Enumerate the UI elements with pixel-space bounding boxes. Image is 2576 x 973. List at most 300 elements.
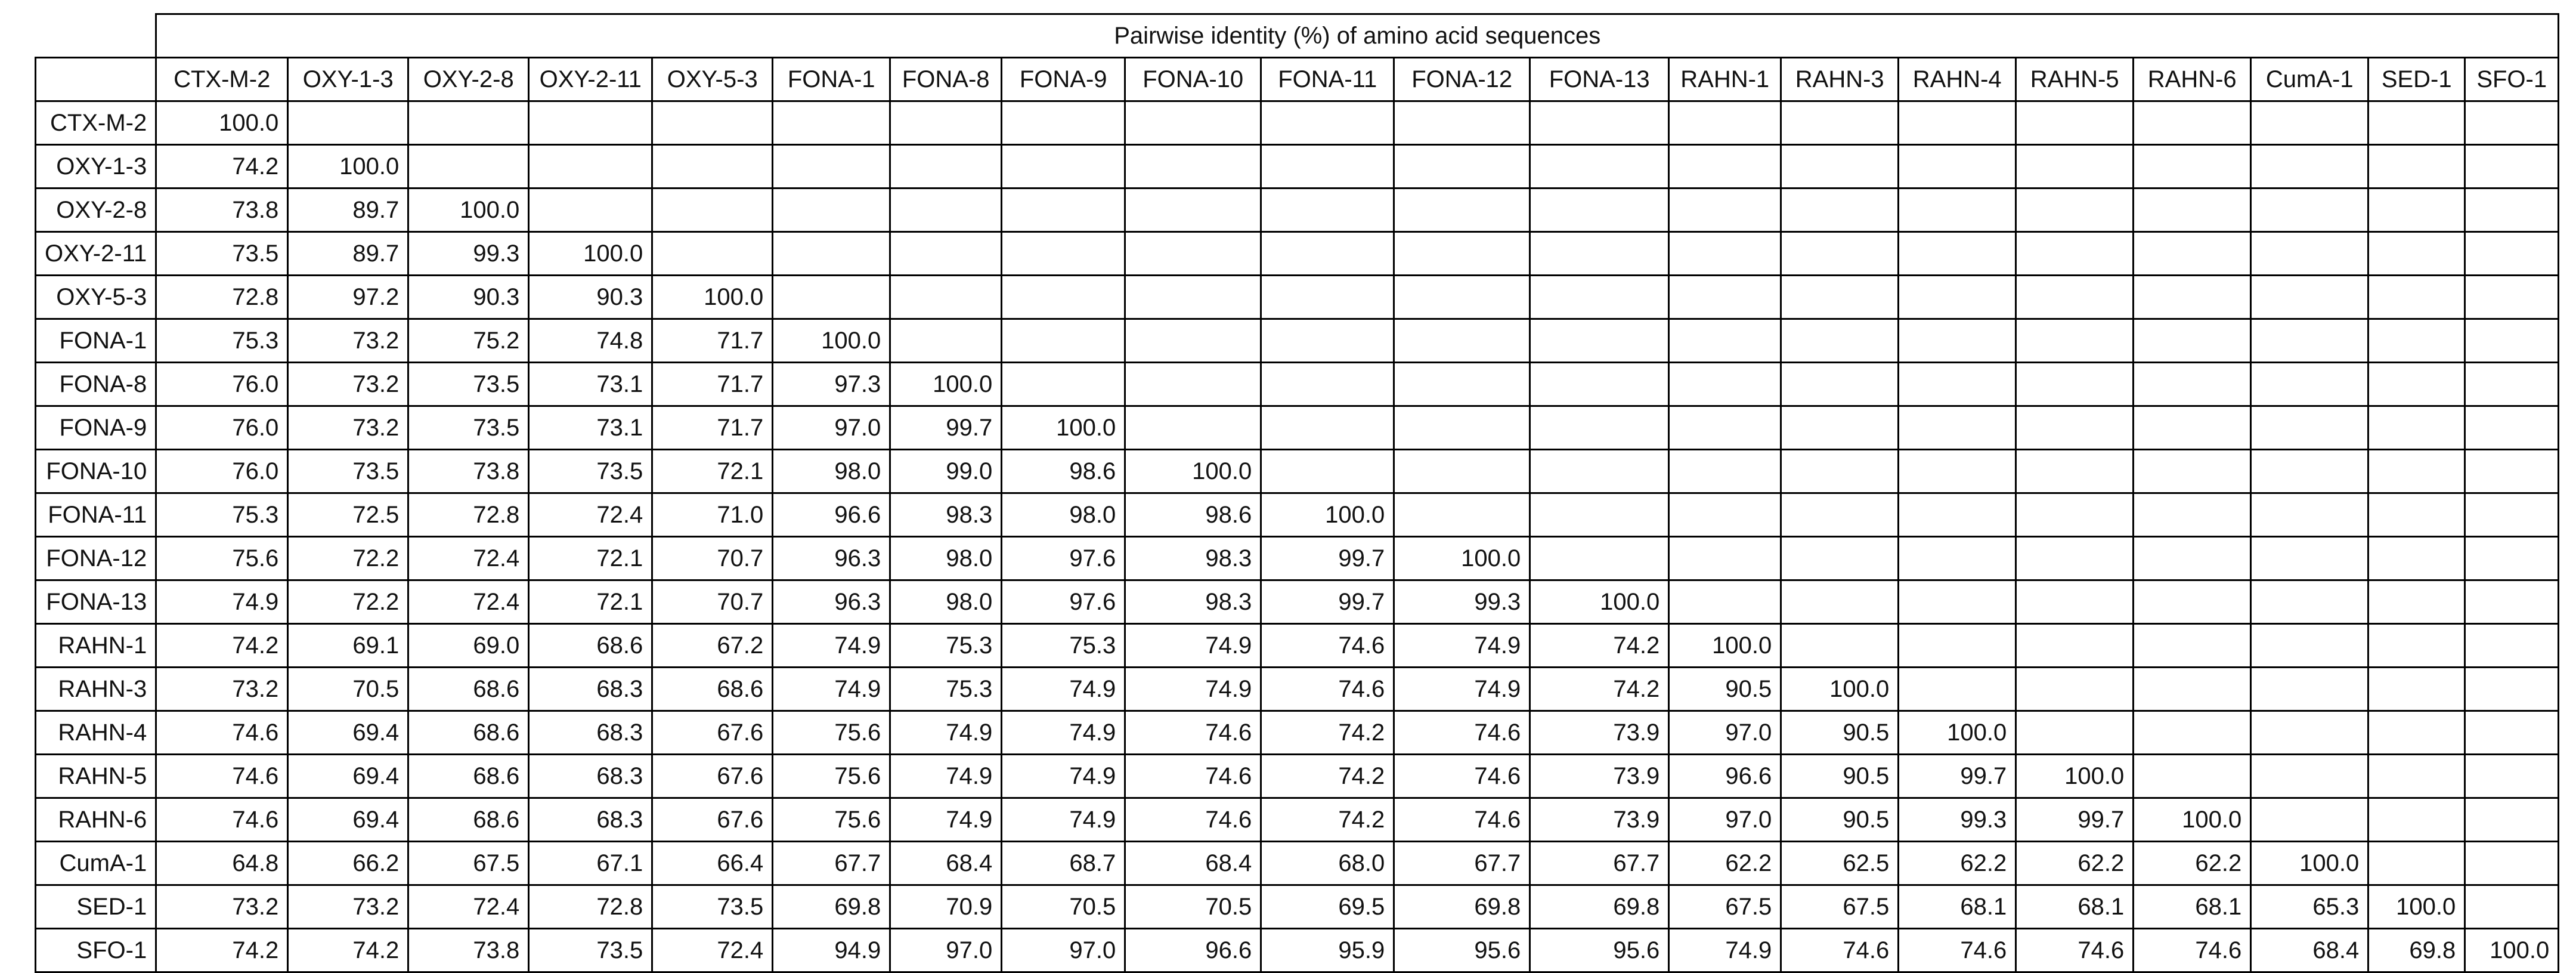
row-header: FONA-9 [36,406,156,450]
identity-cell: 97.0 [773,406,890,450]
identity-cell: 68.6 [408,798,529,842]
identity-cell: 74.8 [529,319,652,363]
identity-cell: 74.6 [1261,624,1394,668]
table-row [36,929,2559,972]
identity-cell [1899,668,2016,711]
identity-cell: 95.6 [1530,929,1669,972]
identity-cell: 98.0 [1002,493,1125,537]
identity-cell [1002,276,1125,319]
identity-cell: 74.6 [2016,929,2134,972]
identity-cell [652,101,773,145]
identity-cell [408,145,529,189]
table-row [36,145,2559,189]
identity-cell [288,101,408,145]
identity-cell: 73.9 [1530,798,1669,842]
identity-cell [1394,450,1530,493]
column-header: FONA-12 [1394,58,1530,101]
identity-cell [890,145,1002,189]
identity-cell: 98.0 [890,537,1002,580]
identity-cell [1125,145,1261,189]
identity-cell: 68.4 [890,842,1002,885]
identity-cell [1669,101,1781,145]
identity-cell: 73.5 [529,929,652,972]
identity-cell: 74.6 [1261,668,1394,711]
identity-cell [1261,145,1394,189]
identity-cell [2251,406,2368,450]
identity-cell [1394,189,1530,232]
identity-cell: 95.6 [1394,929,1530,972]
identity-matrix-container [35,13,2559,973]
identity-cell: 67.7 [1394,842,1530,885]
identity-cell [1002,232,1125,276]
identity-cell: 90.3 [529,276,652,319]
identity-cell: 97.0 [1002,929,1125,972]
identity-cell: 96.6 [773,493,890,537]
identity-cell [2251,755,2368,798]
identity-cell: 75.6 [773,798,890,842]
identity-cell [2016,232,2134,276]
identity-cell [1261,276,1394,319]
identity-cell [2134,319,2251,363]
identity-cell [2368,145,2465,189]
row-header: RAHN-6 [36,798,156,842]
identity-cell: 74.2 [1261,755,1394,798]
identity-cell [2465,232,2559,276]
table-row [36,711,2559,755]
identity-cell [1669,232,1781,276]
identity-cell: 97.3 [773,363,890,406]
identity-cell [1781,493,1899,537]
identity-cell [1899,101,2016,145]
identity-cell: 70.5 [1002,885,1125,929]
table-row [36,624,2559,668]
identity-cell: 100.0 [1899,711,2016,755]
identity-cell [2465,537,2559,580]
identity-cell [2134,755,2251,798]
identity-cell [1125,276,1261,319]
identity-cell [2368,493,2465,537]
identity-cell: 90.5 [1781,798,1899,842]
identity-cell [1781,406,1899,450]
identity-cell: 73.9 [1530,755,1669,798]
identity-cell: 69.4 [288,755,408,798]
identity-cell [773,232,890,276]
identity-cell [2251,493,2368,537]
identity-cell [1669,276,1781,319]
row-header-spacer [36,58,156,101]
identity-cell: 73.2 [288,319,408,363]
identity-cell [890,276,1002,319]
identity-cell: 90.5 [1781,755,1899,798]
identity-cell: 72.4 [652,929,773,972]
table-row [36,580,2559,624]
identity-cell: 100.0 [1394,537,1530,580]
identity-cell [1669,580,1781,624]
corner-cell [36,14,156,58]
identity-cell: 99.3 [408,232,529,276]
identity-cell: 62.2 [1899,842,2016,885]
identity-cell [2134,537,2251,580]
identity-cell [1261,406,1394,450]
identity-cell [2016,580,2134,624]
identity-cell: 73.2 [288,885,408,929]
identity-cell: 72.1 [529,537,652,580]
identity-cell: 64.8 [156,842,288,885]
identity-cell [1530,493,1669,537]
identity-cell [2251,798,2368,842]
identity-cell: 73.9 [1530,711,1669,755]
identity-cell: 62.2 [2134,842,2251,885]
identity-cell [652,145,773,189]
identity-cell [1899,450,2016,493]
identity-cell [2016,145,2134,189]
identity-cell [1261,101,1394,145]
identity-cell [2134,493,2251,537]
identity-cell [1669,450,1781,493]
identity-cell [2368,798,2465,842]
identity-cell: 68.7 [1002,842,1125,885]
identity-cell: 68.4 [1125,842,1261,885]
column-header: OXY-2-11 [529,58,652,101]
identity-cell: 75.2 [408,319,529,363]
identity-cell: 69.8 [773,885,890,929]
identity-cell [2134,363,2251,406]
identity-cell: 74.6 [1125,798,1261,842]
identity-cell [1899,189,2016,232]
row-header: SED-1 [36,885,156,929]
identity-cell [2368,363,2465,406]
identity-cell [1899,493,2016,537]
table-row [36,101,2559,145]
identity-cell [2465,406,2559,450]
identity-cell: 73.5 [529,450,652,493]
identity-cell [1530,363,1669,406]
identity-cell: 98.3 [1125,537,1261,580]
column-header: OXY-2-8 [408,58,529,101]
row-header: OXY-2-11 [36,232,156,276]
identity-cell: 74.9 [890,755,1002,798]
identity-cell [2016,319,2134,363]
identity-cell [1899,537,2016,580]
identity-cell [2368,189,2465,232]
identity-cell [2368,842,2465,885]
row-header: FONA-13 [36,580,156,624]
identity-cell: 76.0 [156,450,288,493]
identity-cell: 100.0 [2134,798,2251,842]
identity-cell: 100.0 [1125,450,1261,493]
identity-cell: 66.4 [652,842,773,885]
identity-cell: 73.5 [408,406,529,450]
identity-cell [2016,624,2134,668]
identity-cell: 74.6 [1394,755,1530,798]
identity-cell: 73.2 [156,668,288,711]
identity-cell [2368,276,2465,319]
identity-cell [2251,711,2368,755]
identity-cell: 74.2 [1261,711,1394,755]
identity-cell [1899,276,2016,319]
identity-cell: 72.1 [652,450,773,493]
row-header: RAHN-1 [36,624,156,668]
identity-cell: 75.3 [156,493,288,537]
identity-cell [2016,668,2134,711]
identity-cell [1394,493,1530,537]
table-row [36,798,2559,842]
identity-cell [2465,885,2559,929]
identity-cell [1394,319,1530,363]
identity-cell: 73.8 [408,450,529,493]
identity-cell: 90.5 [1669,668,1781,711]
identity-cell [2465,276,2559,319]
identity-cell: 74.2 [156,624,288,668]
identity-cell: 99.7 [1899,755,2016,798]
identity-cell: 68.3 [529,755,652,798]
identity-cell [1125,319,1261,363]
identity-cell: 72.2 [288,580,408,624]
column-header: SED-1 [2368,58,2465,101]
identity-cell: 76.0 [156,406,288,450]
identity-cell: 74.2 [1530,624,1669,668]
identity-cell: 74.9 [773,668,890,711]
identity-cell [1781,189,1899,232]
identity-cell [2465,798,2559,842]
identity-cell: 67.7 [773,842,890,885]
identity-cell: 97.0 [1669,798,1781,842]
identity-cell [1530,319,1669,363]
identity-cell: 69.4 [288,798,408,842]
identity-cell: 100.0 [156,101,288,145]
identity-cell: 90.5 [1781,711,1899,755]
identity-cell [1261,232,1394,276]
identity-cell [1002,101,1125,145]
identity-cell [1781,145,1899,189]
row-header: RAHN-3 [36,668,156,711]
identity-cell [1781,624,1899,668]
identity-cell [2016,537,2134,580]
identity-cell [1781,232,1899,276]
identity-cell: 68.1 [2016,885,2134,929]
identity-cell [2134,668,2251,711]
identity-cell: 68.3 [529,668,652,711]
column-header: OXY-5-3 [652,58,773,101]
identity-cell: 68.3 [529,798,652,842]
identity-cell: 74.6 [1394,711,1530,755]
identity-cell: 67.5 [1781,885,1899,929]
identity-cell: 99.7 [1261,537,1394,580]
identity-cell [1899,624,2016,668]
identity-cell: 99.7 [890,406,1002,450]
column-header: FONA-10 [1125,58,1261,101]
identity-cell: 73.1 [529,363,652,406]
identity-cell [2251,145,2368,189]
identity-cell [2465,101,2559,145]
row-header: SFO-1 [36,929,156,972]
identity-cell: 67.5 [1669,885,1781,929]
identity-cell: 72.8 [156,276,288,319]
identity-cell [1669,319,1781,363]
identity-cell: 75.6 [773,711,890,755]
identity-cell: 74.9 [1125,668,1261,711]
identity-cell [1125,189,1261,232]
identity-matrix-table [35,13,2559,973]
identity-cell [1899,319,2016,363]
identity-cell [1781,276,1899,319]
identity-cell: 62.2 [2016,842,2134,885]
identity-cell [408,101,529,145]
identity-cell: 74.2 [1261,798,1394,842]
identity-cell [1530,450,1669,493]
identity-cell: 96.3 [773,580,890,624]
identity-cell [1261,450,1394,493]
matrix-body [36,101,2559,972]
identity-cell [773,101,890,145]
identity-cell [1669,493,1781,537]
identity-cell: 99.7 [1261,580,1394,624]
identity-cell: 70.7 [652,580,773,624]
row-header: RAHN-5 [36,755,156,798]
row-header: FONA-8 [36,363,156,406]
column-header-row [36,58,2559,101]
identity-cell: 74.9 [890,711,1002,755]
identity-cell [890,101,1002,145]
identity-cell [1125,363,1261,406]
identity-cell [773,145,890,189]
identity-cell [2465,755,2559,798]
identity-cell: 97.0 [1669,711,1781,755]
identity-cell: 97.6 [1002,537,1125,580]
identity-cell [1781,450,1899,493]
table-row [36,363,2559,406]
identity-cell: 96.3 [773,537,890,580]
identity-cell [1781,101,1899,145]
identity-cell: 95.9 [1261,929,1394,972]
identity-cell [2251,363,2368,406]
identity-cell: 73.2 [156,885,288,929]
identity-cell: 74.2 [156,929,288,972]
identity-cell [2465,319,2559,363]
identity-cell: 71.0 [652,493,773,537]
identity-cell [2134,145,2251,189]
identity-cell: 73.8 [156,189,288,232]
identity-cell [1261,189,1394,232]
identity-cell [2368,232,2465,276]
identity-cell [1781,537,1899,580]
identity-cell [2465,711,2559,755]
identity-cell: 73.8 [408,929,529,972]
table-row [36,450,2559,493]
identity-cell [2251,668,2368,711]
identity-cell: 96.6 [1125,929,1261,972]
column-header: FONA-8 [890,58,1002,101]
identity-cell [2134,580,2251,624]
identity-cell [2134,450,2251,493]
column-header: CTX-M-2 [156,58,288,101]
identity-cell: 68.6 [408,711,529,755]
column-header: RAHN-3 [1781,58,1899,101]
identity-cell: 100.0 [2465,929,2559,972]
table-row [36,755,2559,798]
identity-cell [1530,232,1669,276]
identity-cell: 98.0 [890,580,1002,624]
identity-cell: 100.0 [288,145,408,189]
identity-cell [529,101,652,145]
column-header: SFO-1 [2465,58,2559,101]
identity-cell: 73.2 [288,363,408,406]
identity-cell [1394,145,1530,189]
identity-cell: 70.7 [652,537,773,580]
identity-cell: 74.6 [1899,929,2016,972]
table-row [36,537,2559,580]
identity-cell [1261,363,1394,406]
identity-cell [2016,276,2134,319]
identity-cell: 74.6 [1394,798,1530,842]
identity-cell [1899,232,2016,276]
identity-cell: 73.2 [288,406,408,450]
identity-cell [890,232,1002,276]
identity-cell [2134,101,2251,145]
identity-cell: 67.2 [652,624,773,668]
identity-cell: 62.5 [1781,842,1899,885]
column-header: RAHN-1 [1669,58,1781,101]
identity-cell [2251,450,2368,493]
identity-cell: 74.9 [773,624,890,668]
identity-cell: 75.3 [1002,624,1125,668]
identity-cell: 72.4 [529,493,652,537]
identity-cell: 74.9 [1394,668,1530,711]
identity-cell [1899,145,2016,189]
identity-cell: 68.6 [652,668,773,711]
identity-cell [2016,493,2134,537]
identity-cell [2134,276,2251,319]
row-header: RAHN-4 [36,711,156,755]
identity-cell [1899,363,2016,406]
identity-cell: 68.0 [1261,842,1394,885]
identity-cell: 89.7 [288,189,408,232]
identity-cell: 71.7 [652,319,773,363]
column-header: OXY-1-3 [288,58,408,101]
row-header: FONA-1 [36,319,156,363]
identity-cell: 74.9 [1002,711,1125,755]
identity-cell [1125,101,1261,145]
identity-cell: 74.2 [156,145,288,189]
identity-cell [2134,232,2251,276]
identity-cell: 99.7 [2016,798,2134,842]
table-row [36,842,2559,885]
identity-cell [1669,145,1781,189]
identity-cell [1394,363,1530,406]
identity-cell [2251,537,2368,580]
identity-cell [890,319,1002,363]
column-header: RAHN-6 [2134,58,2251,101]
identity-cell [2368,711,2465,755]
identity-cell: 70.9 [890,885,1002,929]
table-row [36,406,2559,450]
identity-cell [2016,450,2134,493]
identity-cell [2134,189,2251,232]
identity-cell [2016,363,2134,406]
identity-cell [2134,624,2251,668]
identity-cell [1530,406,1669,450]
identity-cell [2465,624,2559,668]
identity-cell: 73.5 [408,363,529,406]
identity-cell: 73.5 [288,450,408,493]
identity-cell: 75.3 [890,624,1002,668]
identity-cell [2251,276,2368,319]
identity-cell: 70.5 [288,668,408,711]
identity-cell: 67.5 [408,842,529,885]
identity-cell: 75.3 [156,319,288,363]
identity-cell [1002,319,1125,363]
identity-cell: 69.8 [1394,885,1530,929]
